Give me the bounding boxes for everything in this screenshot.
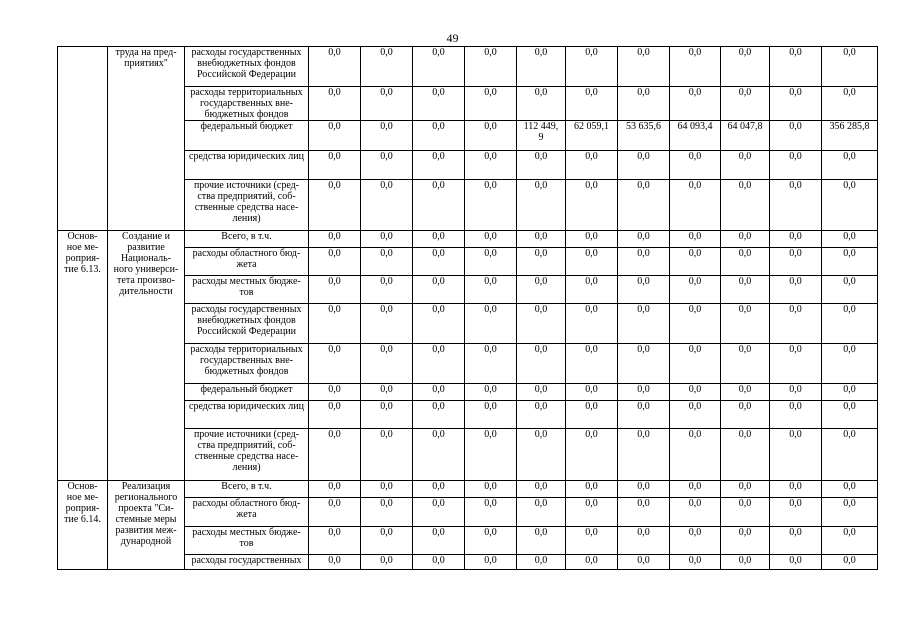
value-cell: 0,0 [670,384,721,401]
measure-title-cell: Создание и развитие Националь- ного универси- тета произво- дительности [108,231,185,481]
value-cell: 0,0 [670,248,721,276]
value-cell: 0,0 [770,527,822,555]
value-cell: 0,0 [413,304,465,344]
value-cell: 0,0 [309,248,361,276]
value-cell: 0,0 [721,180,770,231]
value-cell: 0,0 [465,401,517,429]
value-cell: 0,0 [465,151,517,180]
value-cell: 0,0 [566,384,618,401]
value-cell: 53 635,6 [618,121,670,151]
value-cell: 0,0 [361,248,413,276]
value-cell: 0,0 [770,498,822,527]
value-cell: 0,0 [670,47,721,87]
funding-source-cell: федеральный бюджет [185,384,309,401]
value-cell: 0,0 [822,248,878,276]
value-cell: 0,0 [822,231,878,248]
value-cell: 0,0 [361,180,413,231]
value-cell: 0,0 [413,344,465,384]
value-cell: 0,0 [770,384,822,401]
value-cell: 0,0 [309,384,361,401]
funding-source-cell: прочие источники (сред-ства предприятий, соб-ственные средства насе-ления) [185,429,309,481]
value-cell: 0,0 [721,555,770,570]
value-cell: 0,0 [770,47,822,87]
value-cell: 0,0 [413,384,465,401]
value-cell: 0,0 [670,527,721,555]
value-cell: 0,0 [413,151,465,180]
value-cell: 0,0 [413,180,465,231]
value-cell: 0,0 [309,47,361,87]
value-cell: 0,0 [618,276,670,304]
value-cell: 0,0 [413,276,465,304]
value-cell: 0,0 [309,498,361,527]
value-cell: 0,0 [721,481,770,498]
value-cell: 0,0 [721,47,770,87]
value-cell: 0,0 [566,87,618,121]
value-cell: 0,0 [361,47,413,87]
value-cell: 0,0 [566,231,618,248]
value-cell: 0,0 [361,151,413,180]
value-cell: 0,0 [465,498,517,527]
value-cell: 0,0 [309,276,361,304]
budget-table [57,46,878,570]
value-cell: 0,0 [822,151,878,180]
value-cell: 0,0 [413,47,465,87]
value-cell: 0,0 [721,429,770,481]
value-cell: 0,0 [465,121,517,151]
value-cell: 112 449, 9 [517,121,566,151]
funding-source-cell: расходы государственных [185,555,309,570]
value-cell: 356 285,8 [822,121,878,151]
value-cell: 0,0 [465,481,517,498]
value-cell: 0,0 [618,481,670,498]
value-cell: 0,0 [822,87,878,121]
value-cell: 0,0 [566,248,618,276]
value-cell: 0,0 [721,527,770,555]
funding-source-cell: расходы территориальных государственных вне-бюджетных фондов [185,87,309,121]
value-cell: 0,0 [309,87,361,121]
value-cell: 0,0 [309,180,361,231]
value-cell: 0,0 [618,401,670,429]
value-cell: 0,0 [618,248,670,276]
value-cell: 0,0 [721,384,770,401]
value-cell: 0,0 [822,47,878,87]
value-cell: 0,0 [309,121,361,151]
value-cell: 64 093,4 [670,121,721,151]
value-cell: 0,0 [566,429,618,481]
value-cell: 0,0 [465,180,517,231]
value-cell: 0,0 [618,231,670,248]
value-cell: 0,0 [822,429,878,481]
value-cell: 0,0 [517,527,566,555]
value-cell: 0,0 [361,304,413,344]
value-cell: 0,0 [517,276,566,304]
value-cell: 0,0 [566,527,618,555]
funding-source-cell: прочие источники (сред-ства предприятий, соб-ственные средства насе-ления) [185,180,309,231]
value-cell: 0,0 [566,498,618,527]
value-cell: 0,0 [822,384,878,401]
value-cell: 0,0 [413,248,465,276]
value-cell: 0,0 [670,401,721,429]
funding-source-cell: средства юридических лиц [185,401,309,429]
value-cell: 0,0 [465,527,517,555]
value-cell: 0,0 [822,401,878,429]
funding-source-cell: расходы государственных внебюджетных фондов Российской Федерации [185,47,309,87]
value-cell: 0,0 [670,87,721,121]
funding-source-cell: расходы областного бюд-жета [185,248,309,276]
value-cell: 0,0 [517,498,566,527]
measure-title-cell: Реализация регионального проекта "Си- стемные меры развития меж- дународной [108,481,185,570]
value-cell: 0,0 [721,276,770,304]
value-cell: 0,0 [721,344,770,384]
value-cell: 0,0 [517,429,566,481]
value-cell: 0,0 [721,87,770,121]
value-cell: 0,0 [670,231,721,248]
value-cell: 0,0 [566,151,618,180]
value-cell: 0,0 [566,555,618,570]
funding-source-cell: расходы областного бюд-жета [185,498,309,527]
value-cell: 0,0 [361,121,413,151]
value-cell: 0,0 [770,344,822,384]
value-cell: 0,0 [413,231,465,248]
value-cell: 0,0 [465,429,517,481]
value-cell: 0,0 [361,481,413,498]
value-cell: 0,0 [822,527,878,555]
value-cell: 0,0 [770,180,822,231]
value-cell: 0,0 [721,304,770,344]
value-cell: 0,0 [770,429,822,481]
value-cell: 0,0 [361,527,413,555]
value-cell: 0,0 [770,401,822,429]
value-cell: 0,0 [721,401,770,429]
value-cell: 0,0 [517,180,566,231]
value-cell: 0,0 [670,481,721,498]
value-cell: 0,0 [566,344,618,384]
value-cell: 62 059,1 [566,121,618,151]
value-cell: 0,0 [517,481,566,498]
value-cell: 0,0 [517,384,566,401]
value-cell: 0,0 [618,527,670,555]
value-cell: 0,0 [517,87,566,121]
value-cell: 0,0 [618,151,670,180]
value-cell: 0,0 [465,304,517,344]
funding-source-cell: федеральный бюджет [185,121,309,151]
value-cell: 0,0 [465,276,517,304]
value-cell: 0,0 [822,304,878,344]
value-cell: 0,0 [618,47,670,87]
value-cell: 0,0 [413,429,465,481]
value-cell: 0,0 [465,384,517,401]
value-cell: 0,0 [517,151,566,180]
value-cell: 0,0 [770,87,822,121]
value-cell: 0,0 [413,527,465,555]
value-cell: 0,0 [566,401,618,429]
value-cell: 0,0 [309,151,361,180]
value-cell: 0,0 [517,248,566,276]
value-cell: 0,0 [770,151,822,180]
value-cell: 0,0 [770,231,822,248]
funding-source-cell: средства юридических лиц [185,151,309,180]
value-cell: 0,0 [361,401,413,429]
value-cell: 0,0 [618,555,670,570]
value-cell: 0,0 [721,248,770,276]
value-cell: 0,0 [618,498,670,527]
measure-title-cell: труда на пред- приятиях" [108,47,185,231]
value-cell: 0,0 [566,47,618,87]
value-cell: 0,0 [413,87,465,121]
funding-source-cell: расходы государственных внебюджетных фондов Российской Федерации [185,304,309,344]
value-cell: 0,0 [770,248,822,276]
value-cell: 0,0 [670,498,721,527]
value-cell: 0,0 [517,304,566,344]
value-cell: 0,0 [822,481,878,498]
value-cell: 0,0 [413,121,465,151]
value-cell: 0,0 [361,555,413,570]
value-cell: 0,0 [361,429,413,481]
value-cell: 0,0 [822,555,878,570]
value-cell: 0,0 [361,498,413,527]
value-cell: 0,0 [517,344,566,384]
value-cell: 0,0 [770,304,822,344]
value-cell: 0,0 [670,180,721,231]
value-cell: 0,0 [721,151,770,180]
value-cell: 0,0 [413,401,465,429]
value-cell: 0,0 [566,180,618,231]
value-cell: 0,0 [309,304,361,344]
value-cell: 0,0 [413,498,465,527]
value-cell: 0,0 [309,401,361,429]
value-cell: 0,0 [309,429,361,481]
value-cell: 0,0 [822,344,878,384]
value-cell: 0,0 [465,555,517,570]
measure-cell: Основ- ное ме- роприя- тие 6.14. [58,481,108,570]
value-cell: 0,0 [566,304,618,344]
value-cell: 0,0 [770,555,822,570]
value-cell: 64 047,8 [721,121,770,151]
value-cell: 0,0 [822,276,878,304]
measure-cell [58,47,108,231]
value-cell: 0,0 [413,555,465,570]
value-cell: 0,0 [721,231,770,248]
funding-source-cell: расходы территориальных государственных вне-бюджетных фондов [185,344,309,384]
value-cell: 0,0 [465,47,517,87]
value-cell: 0,0 [309,344,361,384]
value-cell: 0,0 [618,87,670,121]
funding-source-cell: Всего, в т.ч. [185,231,309,248]
value-cell: 0,0 [770,276,822,304]
value-cell: 0,0 [670,304,721,344]
value-cell: 0,0 [309,481,361,498]
value-cell: 0,0 [618,384,670,401]
value-cell: 0,0 [770,481,822,498]
value-cell: 0,0 [361,344,413,384]
value-cell: 0,0 [361,231,413,248]
value-cell: 0,0 [721,498,770,527]
value-cell: 0,0 [309,555,361,570]
value-cell: 0,0 [517,47,566,87]
value-cell: 0,0 [465,248,517,276]
value-cell: 0,0 [517,555,566,570]
value-cell: 0,0 [566,481,618,498]
table-row [58,231,878,248]
table-row [58,481,878,498]
value-cell: 0,0 [361,276,413,304]
value-cell: 0,0 [770,121,822,151]
value-cell: 0,0 [465,231,517,248]
value-cell: 0,0 [517,401,566,429]
value-cell: 0,0 [309,231,361,248]
value-cell: 0,0 [361,87,413,121]
value-cell: 0,0 [670,429,721,481]
value-cell: 0,0 [413,481,465,498]
value-cell: 0,0 [618,180,670,231]
value-cell: 0,0 [670,276,721,304]
value-cell: 0,0 [822,180,878,231]
value-cell: 0,0 [517,231,566,248]
value-cell: 0,0 [670,555,721,570]
measure-cell: Основ- ное ме- роприя- тие 6.13. [58,231,108,481]
value-cell: 0,0 [618,304,670,344]
value-cell: 0,0 [618,429,670,481]
value-cell: 0,0 [361,384,413,401]
value-cell: 0,0 [566,276,618,304]
funding-source-cell: Всего, в т.ч. [185,481,309,498]
value-cell: 0,0 [822,498,878,527]
table-row [58,47,878,87]
page-number: 49 [446,31,459,45]
value-cell: 0,0 [309,527,361,555]
funding-source-cell: расходы местных бюдже-тов [185,527,309,555]
value-cell: 0,0 [670,151,721,180]
value-cell: 0,0 [618,344,670,384]
value-cell: 0,0 [670,344,721,384]
value-cell: 0,0 [465,344,517,384]
value-cell: 0,0 [465,87,517,121]
funding-source-cell: расходы местных бюдже-тов [185,276,309,304]
